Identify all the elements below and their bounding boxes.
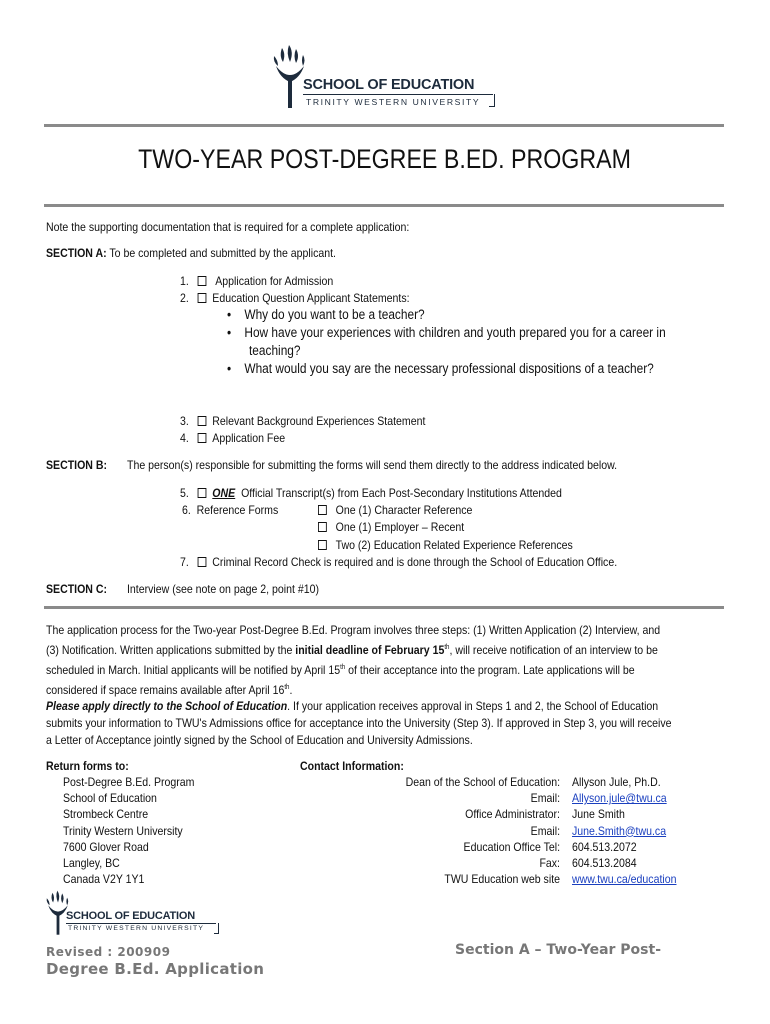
revised-date: Revised : 200909 [46,945,171,959]
list-item: 4. Application Fee [180,431,286,445]
contact-values [572,774,676,887]
list-item: 2. Education Question Applicant Statements: [180,291,410,305]
footer-section-line1: Section A – Two-Year Post- [455,942,662,958]
checkbox[interactable] [198,433,207,443]
bullet-item: • What would you say are the necessary professional dispositions of a teacher? [227,361,654,376]
checkbox[interactable] [198,276,207,286]
return-forms-heading: Return forms to: [46,759,129,773]
process-paragraph: The application process for the Two-year Post-Degree B.Ed. Program involves three steps: (1) Written Application (2) Interview, and (3) Notification. Written applications submitted by the initial deadline of February 15th, will receive notification of an interview to be scheduled in March. Initial applicants will be notified by April 15th of their acceptance into the program. Late applications will be considered if space remains available after April 16th. [46,623,661,697]
section-rule [44,606,724,609]
admin-email-link[interactable]: June.Smith@twu.ca [572,823,667,838]
office-fax: 604.513.2084 [572,856,637,871]
intro-text: Note the supporting documentation that is required for a complete application: [46,220,410,234]
admin-name: June Smith [572,807,625,822]
section-b-text: The person(s) responsible for submitting the forms will send them directly to the address indicated below. [127,458,618,472]
list-item: 3. Relevant Background Experiences Statement [180,414,426,428]
footer-section-line2: Degree B.Ed. Application [46,960,265,978]
checkbox[interactable] [318,505,327,515]
footer-logo-title: SCHOOL OF EDUCATION [66,910,196,922]
contact-labels: Dean of the School of Education: Email: Office Administrator: Email: Education Office Tel: Fax: TWU Education web site [405,775,560,887]
top-rule [44,124,724,127]
apply-paragraph: Please apply directly to the School of Education. If your application receives approval in Steps 1 and 2, the School of Education submits your information to TWU's Admissions office for acceptance into the University (Step 3). If approved in Step 3, you will receive a Letter of Acceptance jointly signed by the School of Education and University Admissions. [46,699,672,747]
footer-logo [44,888,224,940]
dean-name: Allyson Jule, Ph.D. [572,775,661,789]
page-title: TWO-YEAR POST-DEGREE B.ED. PROGRAM [138,144,632,174]
section-c-label: SECTION C: [46,582,108,596]
list-item: 1. Application for Admission [180,274,334,288]
reference-item: One (1) Employer – Recent [318,519,464,536]
logo-title: SCHOOL OF EDUCATION [303,77,475,93]
checkbox[interactable] [198,416,207,426]
footer-logo-bracket [214,923,219,934]
section-a-text: To be completed and submitted by the applicant. [109,246,336,260]
contact-heading: Contact Information: [300,759,404,773]
section-a-label: SECTION A: [46,246,107,260]
dean-email-link[interactable]: Allyson.jule@twu.ca [572,791,667,806]
section-c-text: Interview (see note on page 2, point #10) [127,582,319,596]
logo-underline [303,94,493,95]
logo-bracket [489,94,495,107]
footer-logo-subtitle: TRINITY WESTERN UNIVERSITY [68,925,205,932]
checkbox[interactable] [318,540,327,550]
bullet-item: • Why do you want to be a teacher? [227,307,425,322]
office-tel: 604.513.2072 [572,839,637,854]
bullet-item-continued: teaching? [249,343,301,358]
list-item: 6. Reference Forms [182,503,279,517]
checkbox[interactable] [198,488,207,498]
checkbox[interactable] [198,557,207,567]
header-logo [270,44,500,114]
footer-logo-underline [66,923,216,924]
return-address: Post-Degree B.Ed. Program School of Education Strombeck Centre Trinity Western University 7600 Glover Road Langley, BC Canada V2Y 1Y1 [63,775,195,887]
website-link[interactable]: www.twu.ca/education [572,872,677,887]
emphasis-one: ONE [212,486,236,500]
title-rule [44,204,724,207]
section-b-label: SECTION B: [46,458,108,472]
checkbox[interactable] [198,293,207,303]
checkbox[interactable] [318,522,327,532]
reference-item: Two (2) Education Related Experience References [318,537,573,554]
list-item: 5. ONE Official Transcript(s) from Each Post-Secondary Institutions Attended [180,486,562,500]
logo-subtitle: TRINITY WESTERN UNIVERSITY [306,97,481,107]
list-item: 7. Criminal Record Check is required and is done through the School of Education Office. [180,555,618,569]
section-a [46,245,336,262]
bullet-item: • How have your experiences with children and youth prepared you for a career in [227,325,666,340]
reference-item: One (1) Character Reference [318,502,472,519]
